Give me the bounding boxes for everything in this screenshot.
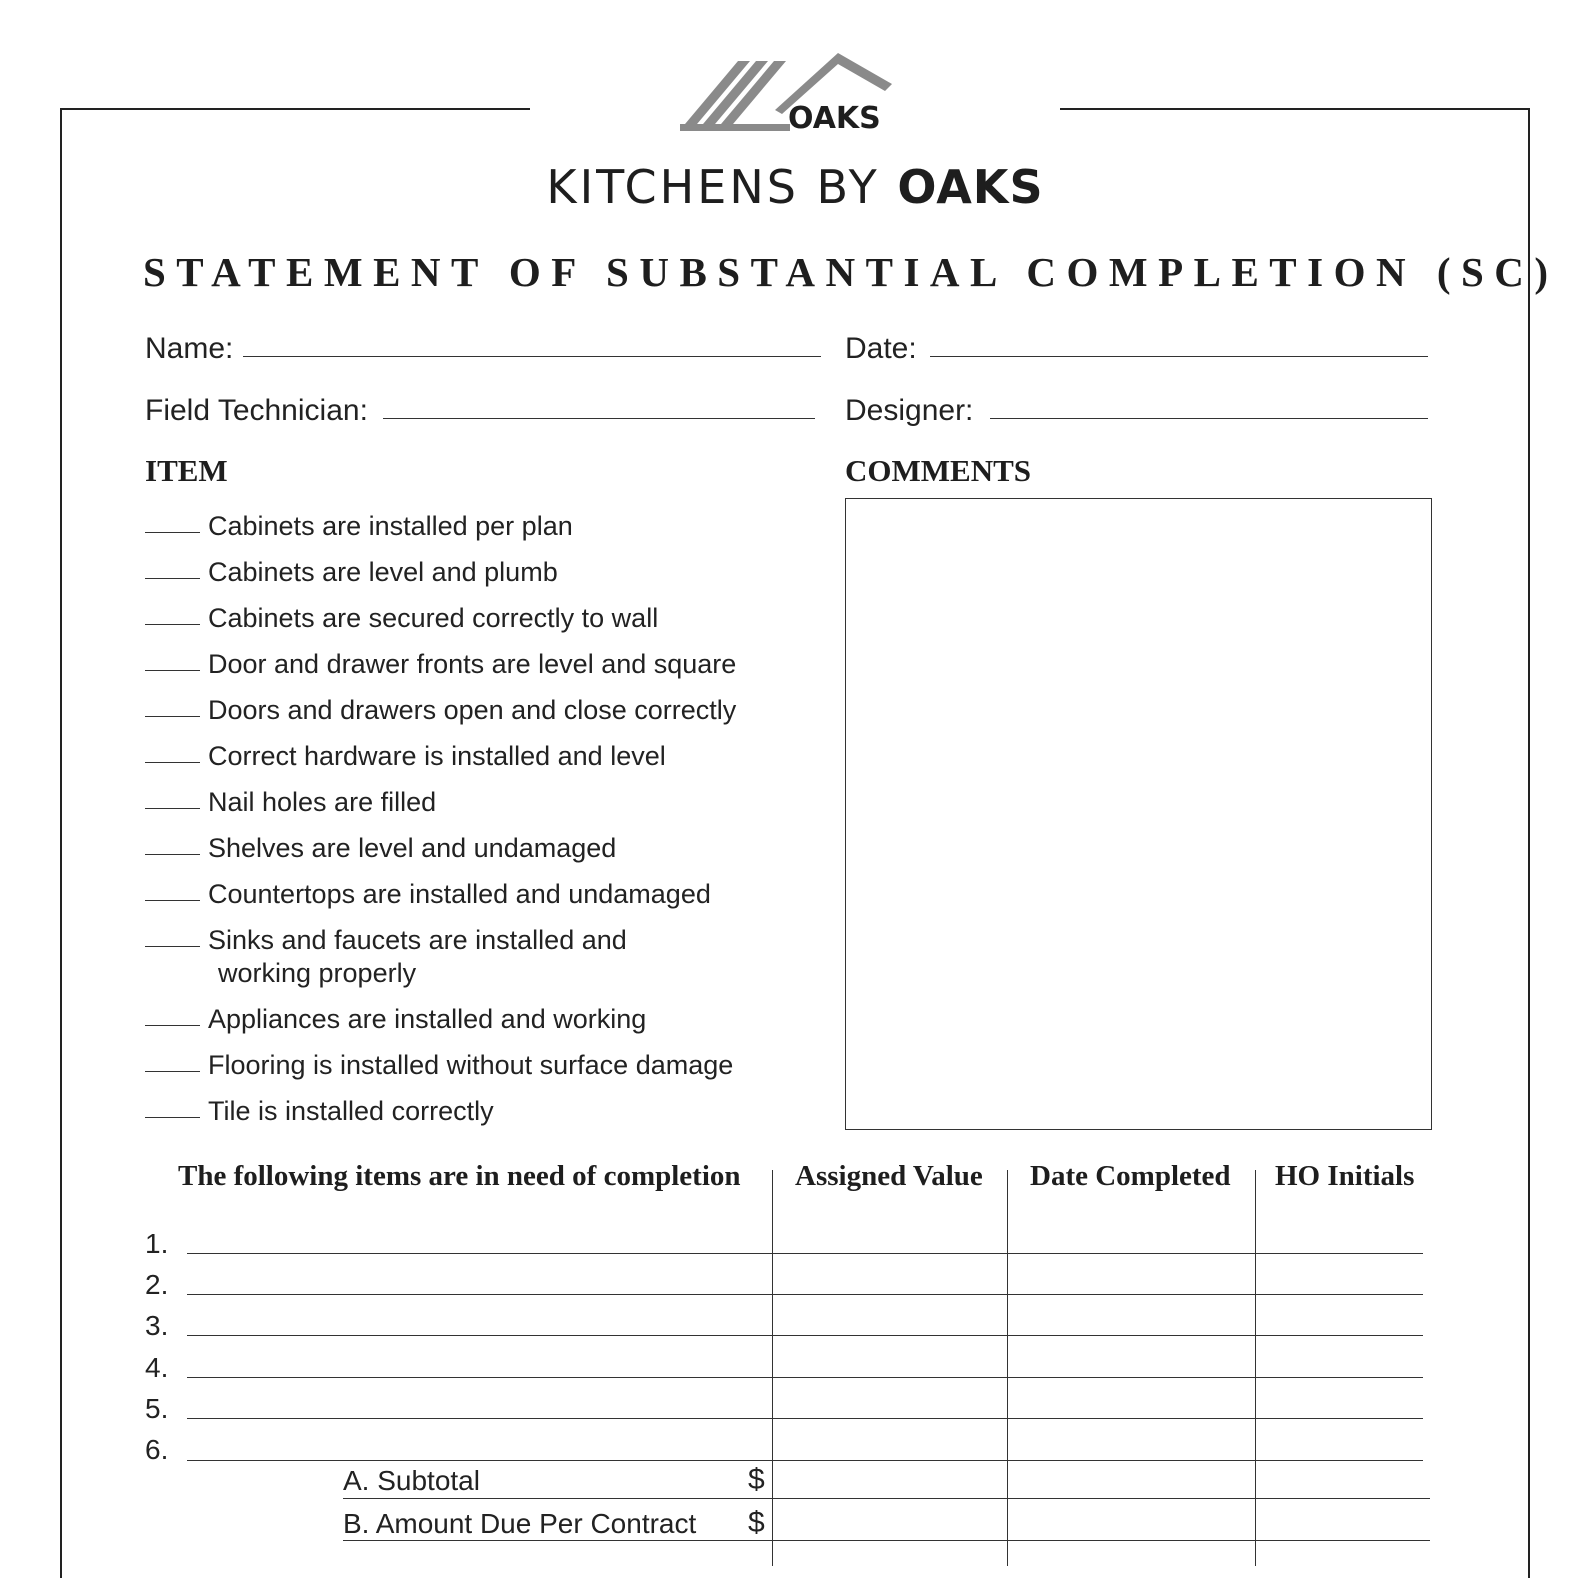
- check-blank[interactable]: [145, 1071, 200, 1072]
- check-blank[interactable]: [145, 532, 200, 533]
- table-header-assigned-value: Assigned Value: [795, 1160, 983, 1192]
- checklist-item: Flooring is installed without surface damage: [145, 1049, 805, 1082]
- date-field[interactable]: [930, 356, 1428, 357]
- checklist-item: Countertops are installed and undamaged: [145, 878, 805, 911]
- checklist-item: Cabinets are level and plumb: [145, 556, 805, 589]
- date-label: Date:: [845, 332, 917, 365]
- checklist: [145, 510, 805, 1141]
- designer-field[interactable]: [990, 418, 1428, 419]
- checklist-item: Doors and drawers open and close correctly: [145, 694, 805, 727]
- check-blank[interactable]: [145, 624, 200, 625]
- column-divider: [772, 1170, 773, 1566]
- brand-prefix: KITCHENS BY: [546, 160, 880, 214]
- checklist-item: Shelves are level and undamaged: [145, 832, 805, 865]
- check-blank[interactable]: [145, 670, 200, 671]
- check-blank[interactable]: [145, 808, 200, 809]
- oaks-roof-logo-icon: [680, 48, 910, 138]
- table-row[interactable]: [187, 1294, 1423, 1295]
- page-title: STATEMENT OF SUBSTANTIAL COMPLETION (SC): [143, 249, 1559, 295]
- checklist-item: Nail holes are filled: [145, 786, 805, 819]
- comments-heading: COMMENTS: [845, 453, 1031, 488]
- checklist-item: Cabinets are installed per plan: [145, 510, 805, 543]
- check-blank[interactable]: [145, 900, 200, 901]
- items-heading: ITEM: [145, 453, 228, 488]
- name-label: Name:: [145, 332, 234, 365]
- amount-due-label: B. Amount Due Per Contract: [343, 1508, 697, 1539]
- row-number: 3.: [145, 1310, 169, 1341]
- table-row[interactable]: [187, 1460, 1423, 1461]
- amount-due-currency: $: [748, 1506, 765, 1539]
- brand-name: OAKS: [897, 160, 1044, 214]
- designer-label: Designer:: [845, 394, 974, 427]
- table-header-ho-initials: HO Initials: [1275, 1160, 1415, 1192]
- frame-left: [60, 108, 62, 1578]
- check-blank[interactable]: [145, 1025, 200, 1026]
- frame-right: [1528, 108, 1530, 1578]
- subtotal-row[interactable]: [343, 1498, 1430, 1499]
- name-field[interactable]: [243, 356, 821, 357]
- row-number: 4.: [145, 1352, 169, 1383]
- amount-due-row[interactable]: [343, 1540, 1430, 1541]
- subtotal-currency: $: [748, 1463, 765, 1496]
- table-header-items: The following items are in need of completion: [178, 1160, 741, 1192]
- check-blank[interactable]: [145, 578, 200, 579]
- brand-title: [0, 160, 1590, 214]
- check-blank[interactable]: [145, 946, 200, 947]
- checklist-item: Cabinets are secured correctly to wall: [145, 602, 805, 635]
- checklist-item-continuation: working properly: [218, 958, 417, 988]
- column-divider: [1007, 1170, 1008, 1566]
- column-divider: [1255, 1170, 1256, 1566]
- table-header-date-completed: Date Completed: [1030, 1160, 1231, 1192]
- comments-box[interactable]: [845, 498, 1432, 1130]
- frame-top-right: [1060, 108, 1530, 110]
- check-blank[interactable]: [145, 762, 200, 763]
- frame-top-left: [60, 108, 530, 110]
- field-technician-label: Field Technician:: [145, 394, 368, 427]
- row-number: 5.: [145, 1393, 169, 1424]
- table-row[interactable]: [187, 1253, 1423, 1254]
- table-row[interactable]: [187, 1377, 1423, 1378]
- checklist-item: Door and drawer fronts are level and square: [145, 648, 805, 681]
- check-blank[interactable]: [145, 716, 200, 717]
- row-number: 6.: [145, 1434, 169, 1465]
- table-row[interactable]: [187, 1335, 1423, 1336]
- checklist-item: Correct hardware is installed and level: [145, 740, 805, 773]
- row-number: 2.: [145, 1269, 169, 1300]
- logo-text: OAKS: [788, 101, 881, 136]
- checklist-item: Sinks and faucets are installed and: [145, 924, 805, 957]
- check-blank[interactable]: [145, 854, 200, 855]
- row-number: 1.: [145, 1228, 169, 1259]
- checklist-item: Appliances are installed and working: [145, 1003, 805, 1036]
- table-row[interactable]: [187, 1418, 1423, 1419]
- field-technician-field[interactable]: [383, 418, 815, 419]
- subtotal-label: A. Subtotal: [343, 1465, 480, 1496]
- check-blank[interactable]: [145, 1117, 200, 1118]
- checklist-item: Tile is installed correctly: [145, 1095, 805, 1128]
